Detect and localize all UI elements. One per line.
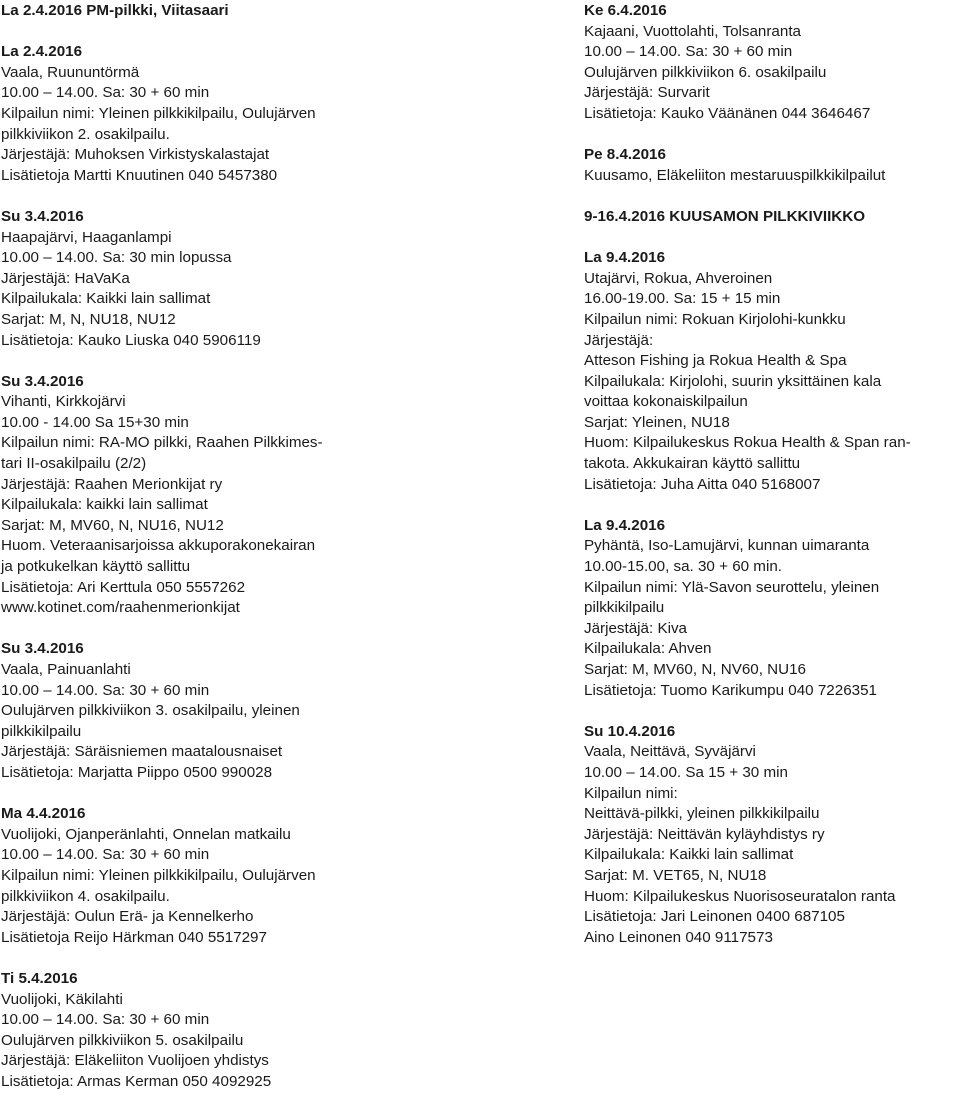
event-detail-line: Lisätietoja Reijo Härkman 040 5517297	[1, 928, 267, 946]
event-detail-line: Kilpailukala: Kirjolohi, suurin yksittäinen kala	[584, 372, 882, 390]
event-entry	[1, 372, 571, 619]
event-detail-line: Järjestäjä: Oulun Erä- ja Kennelkerho	[1, 908, 254, 926]
event-entry	[584, 722, 958, 949]
event-entry	[584, 145, 958, 186]
event-entry	[1, 969, 571, 1093]
event-detail-line: ja potkukelkan käyttö sallittu	[1, 558, 191, 576]
event-entry	[1, 207, 571, 351]
event-heading: Ma 4.4.2016	[1, 805, 86, 823]
event-detail-line: pilkkikilpailu	[1, 722, 82, 740]
event-detail-line: Lisätietoja: Jari Leinonen 0400 687105	[584, 908, 845, 926]
event-detail-line: Lisätietoja: Juha Aitta 040 5168007	[584, 475, 821, 493]
left-column	[1, 1, 571, 1113]
event-detail-line: 10.00 – 14.00. Sa 15 + 30 min	[584, 763, 788, 781]
event-detail-line: voittaa kokonaiskilpailun	[584, 393, 748, 411]
event-detail-line: 10.00 – 14.00. Sa: 30 + 60 min	[1, 84, 210, 102]
event-entry	[1, 1, 571, 22]
event-detail-line: Huom. Veteraanisarjoissa akkuporakonekairan	[1, 537, 316, 555]
event-detail-line: Järjestäjä: Säräisniemen maatalousnaiset	[1, 743, 283, 761]
event-heading: Su 3.4.2016	[1, 640, 84, 658]
event-detail-line: Järjestäjä: Kiva	[584, 619, 687, 637]
event-detail-line: Neittävä-pilkki, yleinen pilkkikilpailu	[584, 805, 820, 823]
event-detail-line: pilkkikilpailu	[584, 599, 665, 617]
event-detail-line: Vuolijoki, Käkilahti	[1, 990, 123, 1008]
event-detail-line: Lisätietoja: Tuomo Karikumpu 040 7226351	[584, 681, 877, 699]
event-detail-line: Vaala, Ruununtörmä	[1, 63, 140, 81]
event-detail-line[interactable]: www.kotinet.com/raahenmerionkijat	[1, 599, 240, 617]
event-heading: Ke 6.4.2016	[584, 2, 667, 19]
event-detail-line: Järjestäjä: Eläkeliiton Vuolijoen yhdistys	[1, 1052, 269, 1070]
event-detail-line: Kilpailun nimi: Rokuan Kirjolohi-kunkku	[584, 310, 846, 328]
event-detail-line: Lisätietoja: Kauko Liuska 040 5906119	[1, 331, 261, 349]
event-detail-line: Järjestäjä:	[584, 331, 654, 349]
event-detail-line: tari II-osakilpailu (2/2)	[1, 455, 147, 473]
event-entry	[584, 248, 958, 495]
event-entry	[584, 516, 958, 701]
event-heading: La 9.4.2016	[584, 516, 666, 534]
event-detail-line: Kilpailun nimi: Ylä-Savon seurottelu, yleinen	[584, 578, 880, 596]
event-detail-line: Järjestäjä: HaVaKa	[1, 269, 130, 287]
event-detail-line: Pyhäntä, Iso-Lamujärvi, kunnan uimaranta	[584, 537, 870, 555]
event-detail-line: Kilpailukala: kaikki lain sallimat	[1, 496, 208, 514]
event-detail-line: Järjestäjä: Raahen Merionkijat ry	[1, 475, 223, 493]
event-heading: Ti 5.4.2016	[1, 969, 78, 987]
event-heading: 9-16.4.2016 KUUSAMON PILKKIVIIKKO	[584, 207, 866, 225]
event-detail-line: Lisätietoja Martti Knuutinen 040 5457380	[1, 166, 278, 184]
event-detail-line: Utajärvi, Rokua, Ahveroinen	[584, 269, 773, 287]
event-detail-line: Oulujärven pilkkiviikon 5. osakilpailu	[1, 1031, 244, 1049]
event-detail-line: Lisätietoja: Marjatta Piippo 0500 990028	[1, 763, 273, 781]
event-detail-line: Vaala, Painuanlahti	[1, 661, 131, 678]
event-heading: La 2.4.2016 PM-pilkki, Viitasaari	[1, 2, 229, 19]
event-detail-line: pilkkiviikon 4. osakilpailu.	[1, 887, 170, 905]
right-column	[584, 1, 958, 969]
event-detail-line: takota. Akkukairan käyttö sallittu	[584, 455, 801, 473]
event-detail-line: Kuusamo, Eläkeliiton mestaruuspilkkikilpailut	[584, 166, 886, 184]
event-detail-line: Lisätietoja: Ari Kerttula 050 5557262	[1, 578, 246, 596]
event-detail-line: Huom: Kilpailukeskus Rokua Health & Span ran-	[584, 434, 911, 452]
event-entry	[584, 1, 958, 125]
event-detail-line: Sarjat: M, MV60, N, NU16, NU12	[1, 516, 224, 534]
event-detail-line: Kilpailun nimi: Yleinen pilkkikilpailu, Oulujärven	[1, 104, 316, 122]
event-detail-line: pilkkiviikon 2. osakilpailu.	[1, 125, 170, 143]
event-detail-line: Lisätietoja: Armas Kerman 050 4092925	[1, 1072, 272, 1090]
event-detail-line: Vihanti, Kirkkojärvi	[1, 393, 126, 411]
event-detail-line: 10.00 – 14.00. Sa: 30 + 60 min	[584, 43, 793, 61]
event-detail-line: Lisätietoja: Kauko Väänänen 044 3646467	[584, 104, 871, 122]
event-detail-line: Vaala, Neittävä, Syväjärvi	[584, 743, 756, 761]
event-detail-line: Sarjat: M. VET65, N, NU18	[584, 866, 767, 884]
event-detail-line: Aino Leinonen 040 9117573	[584, 928, 773, 946]
event-detail-line: Kilpailukala: Ahven	[584, 640, 712, 658]
event-detail-line: 10.00 – 14.00. Sa: 30 + 60 min	[1, 681, 210, 699]
event-detail-line: Sarjat: M, MV60, N, NV60, NU16	[584, 661, 806, 678]
event-heading: Su 3.4.2016	[1, 207, 84, 225]
event-detail-line: 10.00 – 14.00. Sa: 30 + 60 min	[1, 1011, 210, 1029]
event-detail-line: Kilpailukala: Kaikki lain sallimat	[1, 290, 211, 308]
event-detail-line: Oulujärven pilkkiviikon 3. osakilpailu, yleinen	[1, 702, 300, 720]
event-entry	[584, 207, 958, 228]
event-detail-line: Vuolijoki, Ojanperänlahti, Onnelan matkailu	[1, 825, 291, 843]
event-detail-line: Järjestäjä: Neittävän kyläyhdistys ry	[584, 825, 825, 843]
event-detail-line: 10.00 – 14.00. Sa: 30 + 60 min	[1, 846, 210, 864]
event-entry	[1, 804, 571, 948]
event-detail-line: Järjestäjä: Survarit	[584, 84, 710, 102]
event-detail-line: Atteson Fishing ja Rokua Health & Spa	[584, 352, 847, 370]
event-detail-line: Kilpailun nimi: RA-MO pilkki, Raahen Pilkkimes-	[1, 434, 323, 452]
event-detail-line: Kilpailukala: Kaikki lain sallimat	[584, 846, 794, 864]
event-heading: Su 10.4.2016	[584, 722, 676, 740]
event-entry	[1, 42, 571, 186]
event-detail-line: 10.00 - 14.00 Sa 15+30 min	[1, 413, 189, 431]
event-detail-line: 10.00-15.00, sa. 30 + 60 min.	[584, 558, 782, 576]
event-detail-line: Järjestäjä: Muhoksen Virkistyskalastajat	[1, 146, 270, 164]
event-detail-line: Haapajärvi, Haaganlampi	[1, 228, 172, 246]
event-heading: La 9.4.2016	[584, 249, 666, 267]
event-detail-line: Oulujärven pilkkiviikon 6. osakilpailu	[584, 63, 827, 81]
event-detail-line: Kilpailun nimi: Yleinen pilkkikilpailu, Oulujärven	[1, 866, 316, 884]
event-detail-line: Sarjat: M, N, NU18, NU12	[1, 310, 176, 328]
event-detail-line: Huom: Kilpailukeskus Nuorisoseuratalon ranta	[584, 887, 896, 905]
event-heading: La 2.4.2016	[1, 43, 83, 61]
event-heading: Su 3.4.2016	[1, 372, 84, 390]
event-detail-line: Kilpailun nimi:	[584, 784, 678, 802]
event-heading: Pe 8.4.2016	[584, 146, 666, 164]
event-detail-line: 16.00-19.00. Sa: 15 + 15 min	[584, 290, 781, 308]
event-detail-line: Sarjat: Yleinen, NU18	[584, 413, 730, 431]
event-detail-line: Kajaani, Vuottolahti, Tolsanranta	[584, 22, 801, 40]
event-entry	[1, 639, 571, 783]
event-detail-line: 10.00 – 14.00. Sa: 30 min lopussa	[1, 249, 232, 267]
